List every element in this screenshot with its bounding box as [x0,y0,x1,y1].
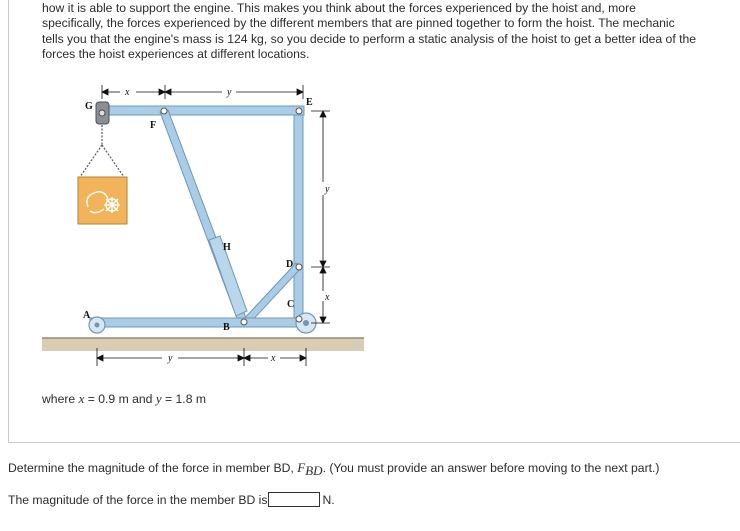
where-y-value: = 1.8 m [161,392,207,406]
label-d: D [286,259,294,270]
where-x-value: = 0.9 m and [84,392,156,406]
member-boom [96,106,304,115]
dim-y-top: y [227,87,232,98]
question-main: Determine the magnitude of the force in member BD, [8,461,298,475]
dim-x-bottom: x [271,353,276,364]
question-sub: BD [305,463,323,479]
member-upright [294,107,303,323]
intro-line-4: forces the hoist experiences at different locations. [42,46,310,61]
question-suffix: . (You must provide an answer before moving to the next part.) [322,461,660,475]
label-c: C [287,299,295,310]
ground [42,338,364,351]
lifting-chain [80,125,124,177]
where-y-var: y [155,391,162,406]
given-values [42,391,206,407]
label-a: A [83,310,91,321]
pin-e [296,108,302,114]
answer-input[interactable] [268,492,320,507]
pin-d [296,264,302,270]
dim-x-top: x [125,87,130,98]
pin-b [241,319,247,325]
question-text [8,460,659,479]
hoist-figure [40,85,370,375]
where-x-var: x [78,391,85,406]
intro-line-1: how it is able to support the engine. This makes you think about the forces experienced by the hoist and, more [42,1,636,15]
dim-y-right: y [325,184,330,195]
pin-c [296,316,302,322]
label-h: H [223,242,231,253]
answer-prompt: The magnitude of the force in the member BD is [8,492,268,507]
intro-line-3: tells you that the engine's mass is 124 kg, so you decide to perform a static analysis of the hoist to get a better idea of the [42,31,697,46]
label-e: E [306,97,313,108]
top-dimension [102,85,303,99]
label-g: G [85,101,93,112]
dim-y-bottom: y [168,353,173,364]
member-bd [242,263,302,325]
dim-x-right: x [325,292,330,303]
member-base [90,318,310,327]
intro-line-2: specifically, the forces experienced by the different members that are pinned together to form the hoist. The mechanic [42,16,675,31]
label-f: F [150,120,157,131]
answer-row [8,492,335,507]
where-prefix: where [42,392,79,406]
engine-crate [78,177,127,224]
problem-statement [42,1,732,62]
label-b: B [223,322,230,333]
pin-f [161,108,167,114]
answer-unit: N. [322,492,335,507]
question-var: F [297,460,306,475]
